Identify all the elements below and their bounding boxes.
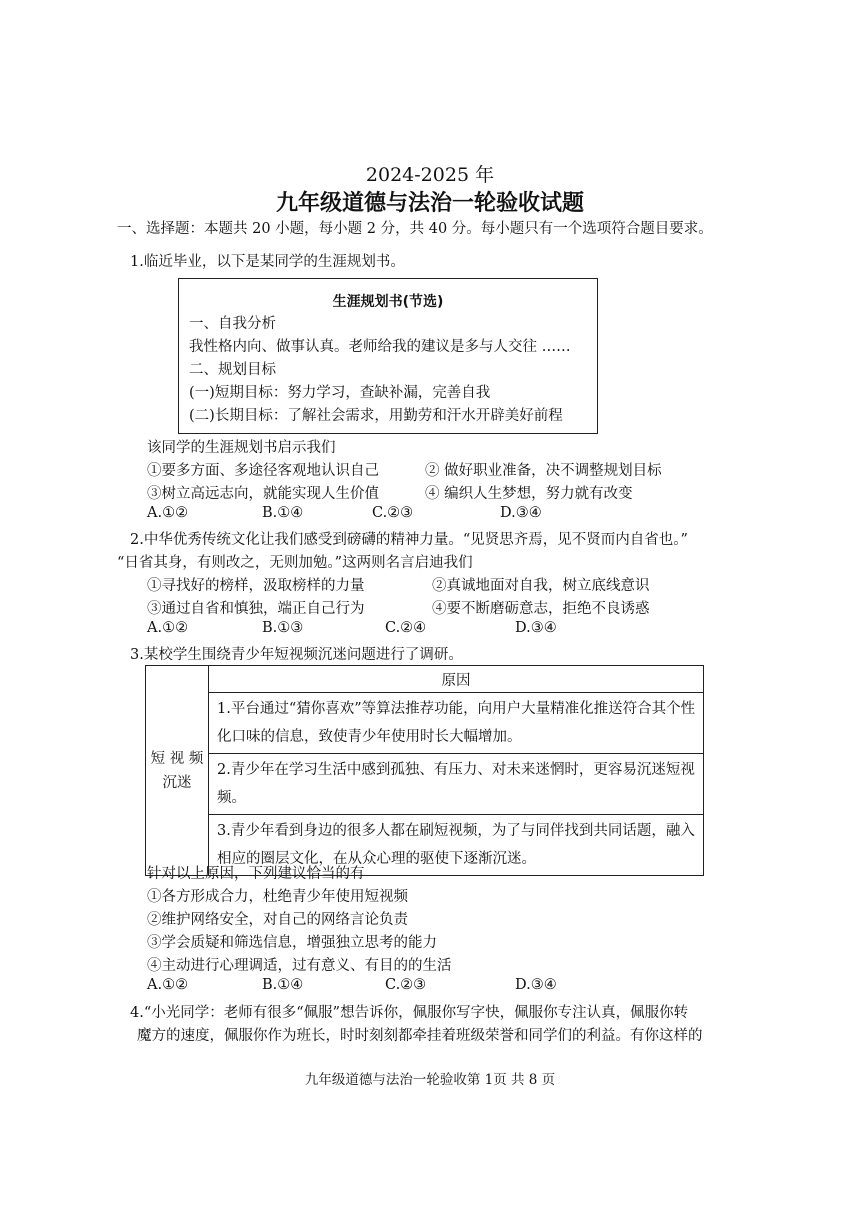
q1-option-c: C.②③ — [372, 505, 414, 521]
q3-option-c: C.②③ — [385, 977, 427, 993]
q2-option-c: C.②④ — [385, 620, 427, 636]
reasons-table — [145, 665, 704, 876]
q3-option-a: A.①② — [147, 977, 189, 993]
career-plan-title: 生涯规划书(节选) — [332, 294, 444, 310]
exam-year: 2024-2025 年 — [365, 164, 495, 186]
q2-stem-line2: “日省其身，有则改之，无则加勉。”这两则名言启迪我们 — [117, 555, 473, 571]
q2-option-d: D.③④ — [515, 620, 557, 636]
career-plan-line: (一)短期目标：努力学习，查缺补漏，完善自我 — [189, 385, 491, 401]
side-label-line2: 沉迷 — [162, 774, 192, 791]
q1-option-a: A.①② — [147, 505, 189, 521]
section-instruction: 一、选择题：本题共 20 小题，每小题 2 分，共 40 分。每小题只有一个选项符合题目要求。 — [117, 221, 713, 237]
side-label-line1: 短 视 频 — [150, 750, 204, 767]
q3-option-b: B.①④ — [262, 977, 304, 993]
q3-statement: ②维护网络安全，对自己的网络言论负责 — [147, 912, 408, 928]
table-header: 原因 — [209, 666, 704, 693]
q1-statement: ④ 编织人生梦想，努力就有改变 — [425, 486, 633, 502]
reason-row: 3.青少年看到身边的很多人都在刷短视频，为了与同伴找到共同话题，融入相应的圈层文化，在从众心理的驱使下逐渐沉迷。 — [209, 815, 704, 876]
q3-prompt: 针对以上原因，下列建议恰当的有 — [147, 866, 365, 882]
q3-stem: 3.某校学生围绕青少年短视频沉迷问题进行了调研。 — [130, 647, 463, 663]
q2-stem-line1: 2.中华优秀传统文化让我们感受到磅礴的精神力量。“见贤思齐焉，见不贤而内自省也。” — [130, 532, 688, 548]
page-footer: 九年级道德与法治一轮验收第 1页 共 8 页 — [304, 1072, 556, 1088]
career-plan-box — [178, 278, 598, 434]
q1-option-b: B.①④ — [262, 505, 304, 521]
q1-statement: ② 做好职业准备，决不调整规划目标 — [425, 463, 662, 479]
q1-prompt: 该同学的生涯规划书启示我们 — [147, 440, 336, 456]
career-plan-line: (二)长期目标：了解社会需求，用勤劳和汗水开辟美好前程 — [189, 408, 563, 424]
q1-statement: ③树立高远志向，就能实现人生价值 — [147, 486, 379, 502]
q4-line2: 魔方的速度，佩服你作为班长，时时刻刻都牵挂着班级荣誉和同学们的利益。有你这样的 — [137, 1028, 703, 1044]
q3-statement: ③学会质疑和筛选信息，增强独立思考的能力 — [147, 935, 437, 951]
q1-stem: 1.临近毕业，以下是某同学的生涯规划书。 — [130, 254, 405, 270]
exam-title: 九年级道德与法治一轮验收试题 — [275, 191, 584, 216]
q2-statement: ①寻找好的榜样，汲取榜样的力量 — [147, 578, 365, 594]
q3-statement: ④主动进行心理调适，过有意义、有目的的生活 — [147, 958, 452, 974]
q2-statement: ②真诚地面对自我，树立底线意识 — [432, 578, 650, 594]
q2-option-b: B.①③ — [262, 620, 304, 636]
q3-option-d: D.③④ — [515, 977, 557, 993]
q4-line1: 4.“小光同学：老师有很多“佩服”想告诉你，佩服你写字快，佩服你专注认真，佩服你转 — [130, 1005, 689, 1021]
side-label — [146, 666, 209, 876]
career-plan-line: 一、自我分析 — [189, 316, 276, 332]
q1-option-d: D.③④ — [500, 505, 542, 521]
career-plan-line: 我性格内向、做事认真。老师给我的建议是多与人交往 …… — [189, 339, 571, 355]
career-plan-line: 二、规划目标 — [189, 362, 276, 378]
reason-row: 2.青少年在学习生活中感到孤独、有压力、对未来迷惘时，更容易沉迷短视频。 — [209, 754, 704, 815]
q2-option-a: A.①② — [147, 620, 189, 636]
q2-statement: ③通过自省和慎独，端正自己行为 — [147, 601, 365, 617]
q2-statement: ④要不断磨砺意志，拒绝不良诱惑 — [432, 601, 650, 617]
reason-row: 1.平台通过“猜你喜欢”等算法推荐功能，向用户大量精准化推送符合其个性化口味的信息，致使青少年使用时长大幅增加。 — [209, 693, 704, 754]
q1-statement: ①要多方面、多途径客观地认识自己 — [147, 463, 379, 479]
q3-statement: ①各方形成合力，杜绝青少年使用短视频 — [147, 889, 408, 905]
